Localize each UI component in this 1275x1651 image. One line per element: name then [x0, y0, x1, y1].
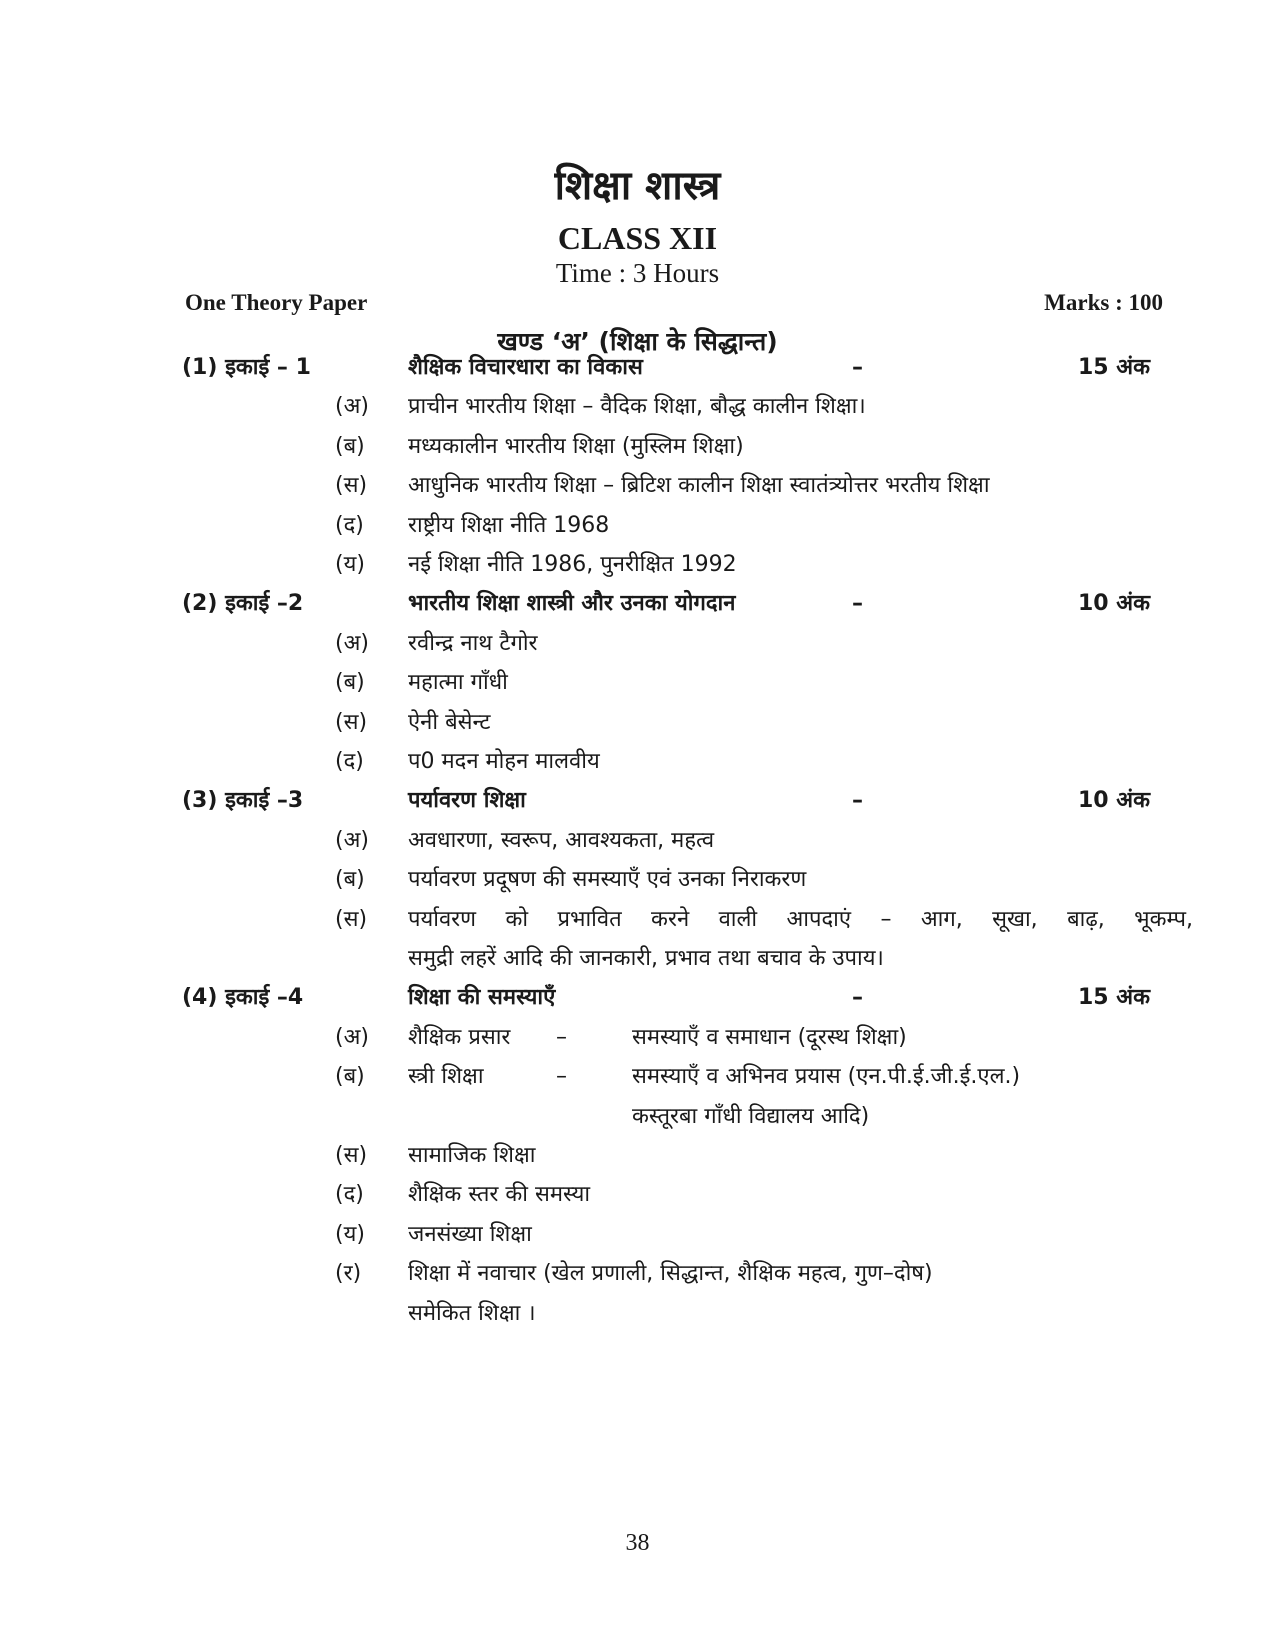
- item-text: सामाजिक शिक्षा: [408, 1143, 536, 1168]
- unit-marks: 10 अंक: [1078, 788, 1150, 814]
- list-item: [0, 427, 1275, 467]
- item-marker: (अ): [335, 630, 369, 656]
- list-item: [0, 900, 1275, 940]
- section-heading: खण्ड ‘अ’ (शिक्षा के सिद्धान्त): [497, 327, 778, 356]
- item-text: ऐनी बेसेन्ट: [408, 709, 491, 735]
- item-text: अवधारणा, स्वरूप, आवश्यकता, महत्व: [408, 827, 715, 853]
- list-item: [0, 506, 1275, 546]
- total-marks: Marks : 100: [1044, 290, 1163, 315]
- list-item: [0, 742, 1275, 782]
- list-item: [0, 860, 1275, 900]
- unit-label: (4) इकाई –4: [182, 985, 304, 1011]
- list-item: [0, 1057, 1275, 1097]
- page-number: 38: [625, 1530, 650, 1556]
- unit-marks: 15 अंक: [1078, 985, 1150, 1011]
- item-marker: (र): [335, 1261, 362, 1287]
- unit-dash: –: [852, 591, 863, 617]
- unit-marks: 10 अंक: [1078, 591, 1150, 617]
- unit-title: शिक्षा की समस्याएँ: [408, 985, 556, 1011]
- item-text-continuation: समेकित शिक्षा ।: [408, 1300, 536, 1326]
- unit-heading-row: [0, 584, 1275, 624]
- list-item-continuation: [0, 1097, 1275, 1137]
- unit-dash: –: [852, 355, 863, 380]
- item-marker: (स): [335, 906, 368, 932]
- item-marker: (ब): [335, 867, 365, 893]
- item-detail-continuation: कस्तूरबा गाँधी विद्यालय आदि): [632, 1103, 870, 1129]
- item-marker: (स): [335, 709, 368, 735]
- document-title: शिक्षा शास्त्र: [554, 163, 721, 209]
- unit-title: भारतीय शिक्षा शास्त्री और उनका योगदान: [408, 591, 736, 617]
- list-item: [0, 624, 1275, 664]
- list-item: [0, 1018, 1275, 1058]
- item-marker: (य): [335, 1221, 365, 1247]
- item-text: रवीन्द्र नाथ टैगोर: [408, 630, 538, 656]
- unit-label: (1) इकाई – 1: [182, 355, 311, 380]
- list-item-continuation: [0, 939, 1275, 979]
- unit-marks: 15 अंक: [1078, 355, 1150, 380]
- item-marker: (अ): [335, 1024, 369, 1050]
- item-text: पर्यावरण को प्रभावित करने वाली आपदाएं – आग, सूखा, बाढ़, भूकम्प,: [408, 906, 1193, 932]
- item-subtopic: स्त्री शिक्षा: [408, 1064, 484, 1090]
- unit-heading-row: [0, 978, 1275, 1018]
- item-text: प0 मदन मोहन मालवीय: [408, 749, 600, 774]
- unit-heading-row: [0, 781, 1275, 821]
- time-duration: Time : 3 Hours: [555, 258, 720, 288]
- list-item-continuation: [0, 1294, 1275, 1334]
- unit-title: पर्यावरण शिक्षा: [408, 788, 526, 814]
- item-marker: (ब): [335, 1064, 365, 1090]
- list-item: [0, 821, 1275, 861]
- list-item: [0, 387, 1275, 427]
- list-item: [0, 466, 1275, 506]
- item-text: पर्यावरण प्रदूषण की समस्याएँ एवं उनका निराकरण: [408, 867, 807, 893]
- item-marker: (द): [335, 512, 364, 538]
- item-subtopic: शैक्षिक प्रसार: [408, 1024, 511, 1050]
- list-item: [0, 1254, 1275, 1294]
- unit-title: शैक्षिक विचारधारा का विकास: [408, 355, 643, 380]
- item-dash: –: [556, 1064, 567, 1090]
- unit-dash: –: [852, 985, 863, 1011]
- unit-dash: –: [852, 788, 863, 814]
- item-marker: (स): [335, 1143, 368, 1168]
- item-marker: (स): [335, 473, 368, 499]
- item-detail: समस्याएँ व समाधान (दूरस्थ शिक्षा): [632, 1024, 907, 1050]
- item-detail: समस्याएँ व अभिनव प्रयास (एन.पी.ई.जी.ई.एल.): [632, 1064, 1021, 1090]
- unit-heading-row: [0, 348, 1275, 388]
- unit-label: (3) इकाई –3: [182, 788, 304, 814]
- item-text: मध्यकालीन भारतीय शिक्षा (मुस्लिम शिक्षा): [408, 433, 744, 459]
- item-dash: –: [556, 1024, 567, 1050]
- unit-label: (2) इकाई –2: [182, 591, 304, 617]
- item-text: महात्मा गाँधी: [408, 670, 508, 696]
- item-text: शैक्षिक स्तर की समस्या: [408, 1182, 591, 1208]
- item-text: राष्ट्रीय शिक्षा नीति 1968: [408, 512, 610, 538]
- list-item: [0, 663, 1275, 703]
- item-marker: (द): [335, 1182, 364, 1208]
- item-marker: (द): [335, 749, 364, 774]
- item-text: प्राचीन भारतीय शिक्षा – वैदिक शिक्षा, बौद्ध कालीन शिक्षा।: [408, 394, 866, 420]
- list-item: [0, 1175, 1275, 1215]
- item-text-continuation: समुद्री लहरें आदि की जानकारी, प्रभाव तथा बचाव के उपाय।: [408, 946, 884, 971]
- item-text: आधुनिक भारतीय शिक्षा – ब्रिटिश कालीन शिक्षा स्वातंत्र्योत्तर भरतीय शिक्षा: [408, 473, 990, 499]
- item-marker: (अ): [335, 394, 369, 420]
- item-marker: (ब): [335, 433, 365, 459]
- item-text: शिक्षा में नवाचार (खेल प्रणाली, सिद्धान्त, शैक्षिक महत्व, गुण–दोष): [408, 1261, 933, 1287]
- paper-type: One Theory Paper: [185, 290, 368, 315]
- list-item: [0, 1136, 1275, 1176]
- class-heading: CLASS XII: [557, 220, 718, 256]
- list-item: [0, 1215, 1275, 1255]
- item-marker: (अ): [335, 827, 369, 853]
- list-item: [0, 703, 1275, 743]
- item-text: नई शिक्षा नीति 1986, पुनरीक्षित 1992: [408, 552, 737, 577]
- item-marker: (य): [335, 552, 365, 577]
- item-marker: (ब): [335, 670, 365, 696]
- item-text: जनसंख्या शिक्षा: [408, 1221, 532, 1247]
- list-item: [0, 545, 1275, 585]
